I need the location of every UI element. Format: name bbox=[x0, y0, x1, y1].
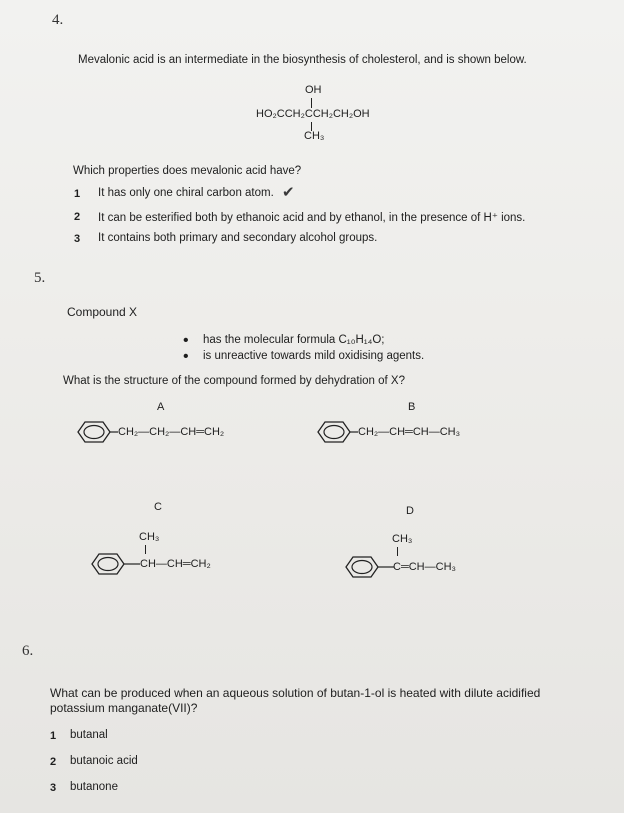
question-4-number: 4. bbox=[52, 12, 64, 28]
question-4-stem: Mevalonic acid is an intermediate in the biosynthesis of cholesterol, and is shown below. bbox=[78, 54, 527, 66]
option-a-letter: A bbox=[157, 401, 165, 413]
q6-option-1-text: butanal bbox=[70, 729, 108, 741]
benzene-ring-icon bbox=[310, 419, 358, 445]
question-6-prompt-line-2: potassium manganate(VII)? bbox=[50, 701, 198, 715]
q6-option-1-number: 1 bbox=[50, 730, 57, 742]
bullet-unreactive: is unreactive towards mild oxidising agents. bbox=[203, 350, 425, 362]
option-d-letter: D bbox=[406, 505, 414, 517]
question-4-prompt: Which properties does mevalonic acid have? bbox=[73, 165, 302, 177]
option-c-chain: CH—CH═CH₂ bbox=[140, 558, 211, 570]
option-a-chain: CH₂—CH₂—CH═CH₂ bbox=[118, 426, 225, 438]
question-6-number: 6. bbox=[22, 643, 34, 659]
option-c-letter: C bbox=[154, 501, 162, 513]
q6-option-2-number: 2 bbox=[50, 756, 57, 768]
structure-oh-label: OH bbox=[305, 84, 322, 96]
option-d-branch: CH₃ bbox=[392, 533, 413, 545]
q4-option-1-number: 1 bbox=[74, 188, 81, 200]
q6-option-3-number: 3 bbox=[50, 782, 57, 794]
question-5-prompt: What is the structure of the compound formed by dehydration of X? bbox=[63, 375, 405, 387]
option-c-branch: CH₃ bbox=[139, 531, 160, 543]
option-b-letter: B bbox=[408, 401, 416, 413]
q6-option-3-text: butanone bbox=[70, 781, 118, 793]
check-mark-icon: ✔ bbox=[282, 184, 295, 201]
compound-x-label: Compound X bbox=[67, 305, 138, 319]
structure-ch3-label: CH₃ bbox=[304, 130, 325, 142]
question-5-number: 5. bbox=[34, 270, 46, 286]
bullet-formula: has the molecular formula C₁₀H₁₄O; bbox=[203, 334, 385, 346]
option-c-branch-bond bbox=[145, 545, 146, 554]
q4-option-3-text: It contains both primary and secondary alcohol groups. bbox=[98, 232, 378, 244]
benzene-ring-icon bbox=[338, 554, 394, 580]
bullet-icon: • bbox=[183, 332, 189, 349]
option-d-branch-bond bbox=[397, 547, 398, 556]
benzene-ring-icon bbox=[70, 419, 118, 445]
structure-main-chain: HO₂CCH₂CCH₂CH₂OH bbox=[256, 108, 370, 120]
benzene-ring-icon bbox=[84, 551, 140, 577]
q4-option-3-number: 3 bbox=[74, 233, 81, 245]
option-d-chain: C═CH—CH₃ bbox=[393, 561, 456, 573]
q4-option-1-text: It has only one chiral carbon atom. bbox=[98, 187, 274, 199]
q4-option-2-text: It can be esterified both by ethanoic acid and by ethanol, in the presence of H⁺ ions. bbox=[98, 212, 526, 224]
question-6-prompt-line-1: What can be produced when an aqueous solution of butan-1-ol is heated with dilute acidified bbox=[50, 686, 541, 700]
q6-option-2-text: butanoic acid bbox=[70, 755, 138, 767]
bullet-icon: • bbox=[183, 348, 189, 365]
q4-option-2-number: 2 bbox=[74, 211, 81, 223]
option-b-chain: CH₂—CH═CH—CH₃ bbox=[358, 426, 461, 438]
structure-bond-up bbox=[311, 98, 312, 108]
